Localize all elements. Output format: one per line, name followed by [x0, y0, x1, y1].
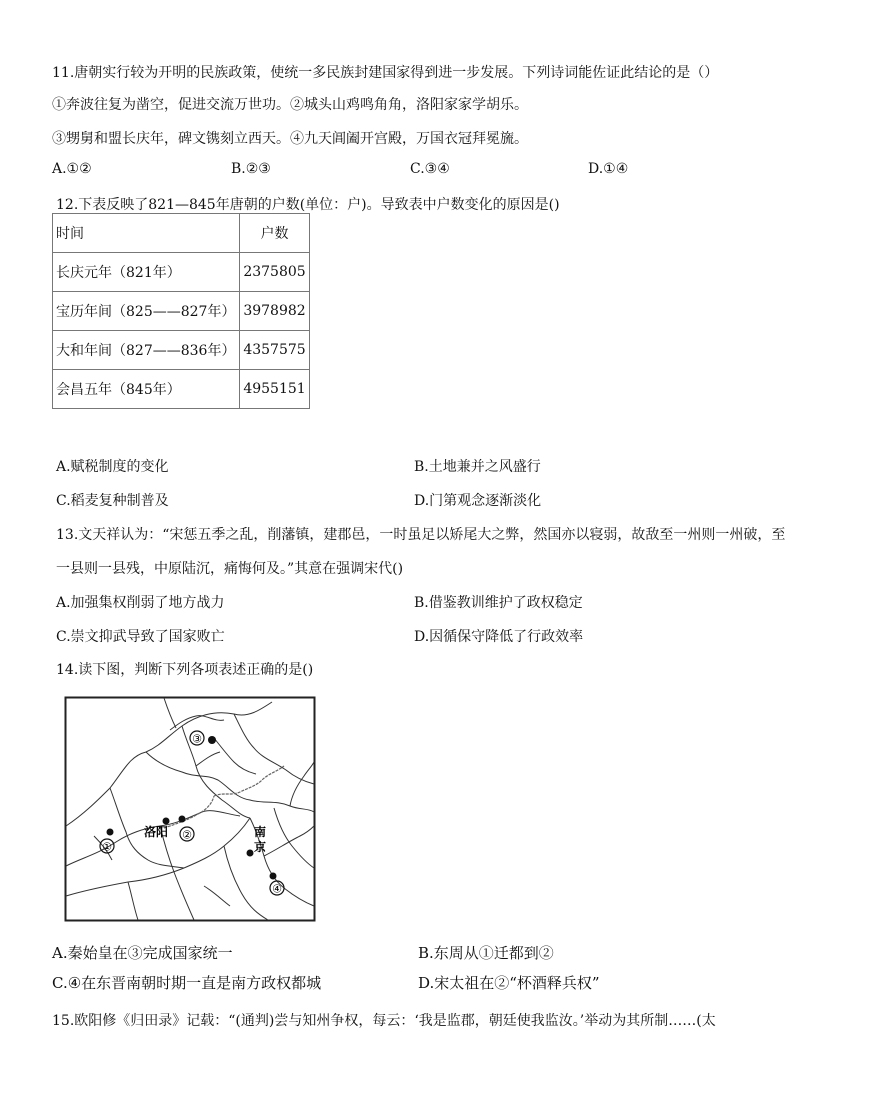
- table-header-row: [53, 214, 310, 253]
- table-cell-households: 4357575: [240, 331, 310, 370]
- table-cell-time: 长庆元年（821年）: [53, 253, 240, 292]
- q12-option-b: B.土地兼并之风盛行: [414, 459, 541, 475]
- q13-option-c: C.崇文抑武导致了国家败亡: [56, 629, 225, 645]
- q11-option-a: A.①②: [52, 161, 92, 177]
- nanjing-label-2: 京: [254, 840, 267, 854]
- table-cell-time: 宝历年间（825——827年）: [53, 292, 240, 331]
- table-cell-households: 2375805: [240, 253, 310, 292]
- table-header-households: 户数: [240, 214, 310, 253]
- nanjing-label-1: 南: [254, 825, 267, 839]
- luoyang-label: 洛阳: [144, 825, 169, 839]
- marker-1-dot: [107, 829, 114, 836]
- table-row: [53, 253, 310, 292]
- q15-stem: 15.欧阳修《归田录》记载：“(通判)尝与知州争权，每云：‘我是监郡，朝廷使我监汝。’举动为其所制……(太: [52, 1013, 716, 1029]
- q14-option-c: C.④在东晋南朝时期一直是南方政权都城: [52, 974, 322, 992]
- table-row: [53, 370, 310, 409]
- q11-option-b: B.②③: [231, 161, 271, 177]
- q13-option-b: B.借鉴教训维护了政权稳定: [414, 595, 583, 611]
- q13-option-a: A.加强集权削弱了地方战力: [56, 595, 225, 611]
- q11-line2: ③甥舅和盟长庆年，碑文镌刻立西天。④九天阊阖开宫殿，万国衣冠拜冕旒。: [52, 131, 528, 147]
- marker-1-label: ①: [102, 840, 112, 854]
- marker-4-dot: [270, 873, 277, 880]
- table-header-time: 时间: [53, 214, 240, 253]
- q11-stem: 11.唐朝实行较为开明的民族政策，使统一多民族封建国家得到进一步发展。下列诗词能佐证此结论的是（）: [52, 65, 719, 81]
- marker-2-dot: [179, 816, 186, 823]
- q11-line1: ①奔波往复为凿空，促进交流万世功。②城头山鸡鸣角角，洛阳家家学胡乐。: [52, 97, 528, 113]
- table-cell-households: 4955151: [240, 370, 310, 409]
- q12-option-c: C.稻麦复种制普及: [56, 493, 169, 509]
- q11-option-d: D.①④: [588, 161, 629, 177]
- luoyang-dot: [163, 818, 170, 825]
- table-cell-households: 3978982: [240, 292, 310, 331]
- marker-3-label: ③: [192, 732, 202, 746]
- marker-2-label: ②: [182, 828, 192, 842]
- q13-stem-line2: 一县则一县残，中原陆沉，痛悔何及。”其意在强调宋代(): [56, 561, 404, 577]
- nanjing-dot: [247, 850, 254, 857]
- historical-map: [64, 696, 316, 922]
- table-row: [53, 292, 310, 331]
- table-cell-time: 大和年间（827——836年）: [53, 331, 240, 370]
- q14-option-b: B.东周从①迁都到②: [418, 944, 554, 962]
- q13-option-d: D.因循保守降低了行政效率: [414, 629, 584, 645]
- q12-option-d: D.门第观念逐渐淡化: [414, 493, 542, 509]
- q11-option-c: C.③④: [410, 161, 450, 177]
- table-cell-time: 会昌五年（845年）: [53, 370, 240, 409]
- q14-option-a: A.秦始皇在③完成国家统一: [52, 944, 233, 962]
- table-row: [53, 331, 310, 370]
- households-table: [52, 213, 310, 409]
- q13-stem-line1: 13.文天祥认为：“宋惩五季之乱，削藩镇，建郡邑，一时虽足以矫尾大之弊，然国亦以寝弱，故敌至一州则一州破，至: [56, 527, 786, 543]
- q12-option-a: A.赋税制度的变化: [56, 459, 169, 475]
- q14-option-d: D.宋太祖在②“杯酒释兵权”: [418, 974, 600, 992]
- map-svg: [64, 696, 316, 922]
- marker-4-label: ④: [272, 882, 282, 896]
- marker-3-dot: [208, 736, 216, 744]
- q14-stem: 14.读下图，判断下列各项表述正确的是(): [56, 662, 314, 678]
- q12-stem: 12.下表反映了821—845年唐朝的户数(单位：户)。导致表中户数变化的原因是(): [56, 197, 560, 213]
